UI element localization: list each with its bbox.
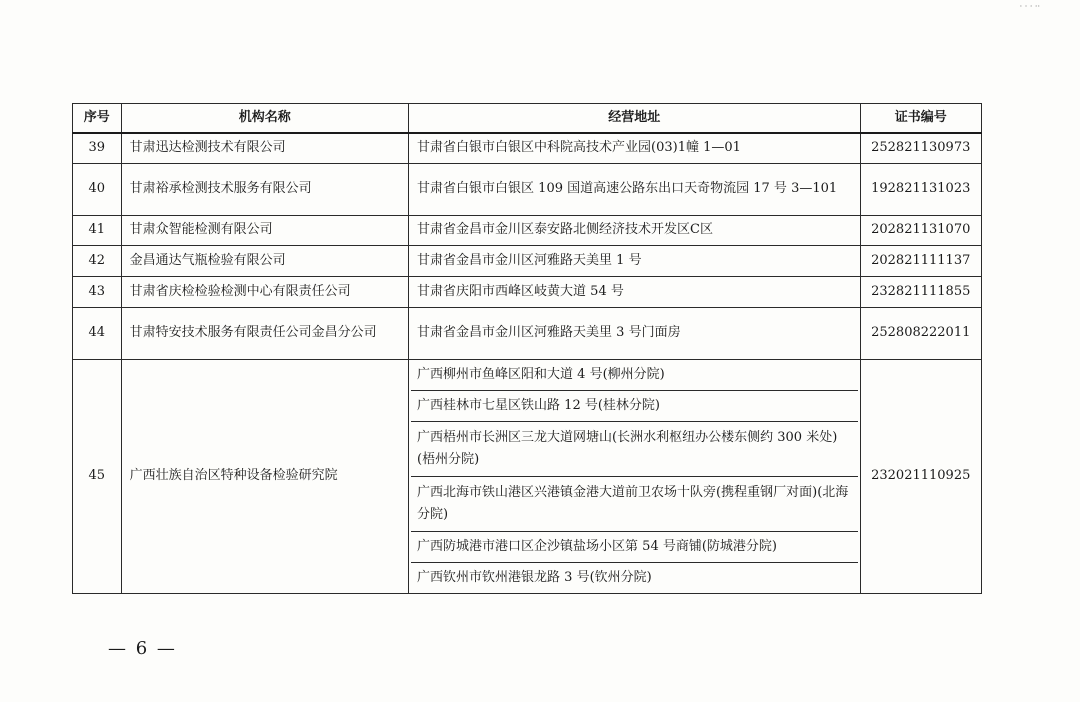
row-name: 甘肃裕承检测技术服务有限公司 bbox=[121, 163, 408, 215]
table-row bbox=[73, 133, 982, 163]
row-cert: 232821111855 bbox=[860, 276, 982, 307]
row-address: 甘肃省金昌市金川区河雅路天美里 1 号 bbox=[409, 245, 860, 276]
page-number: — 6 — bbox=[108, 638, 177, 659]
row-seq: 42 bbox=[73, 245, 122, 276]
row-cert: 252821130973 bbox=[860, 133, 982, 163]
row-seq: 45 bbox=[73, 359, 122, 593]
row-cert: 202821131070 bbox=[860, 215, 982, 245]
row-name: 广西壮族自治区特种设备检验研究院 bbox=[121, 359, 408, 593]
branch-address: 广西桂林市七星区铁山路 12 号(桂林分院) bbox=[411, 391, 857, 422]
row-name: 甘肃省庆检检验检测中心有限责任公司 bbox=[121, 276, 408, 307]
header-name: 机构名称 bbox=[121, 104, 408, 134]
row-address: 甘肃省金昌市金川区泰安路北侧经济技术开发区C区 bbox=[409, 215, 860, 245]
row-cert: 252808222011 bbox=[860, 307, 982, 359]
branch-address: 广西北海市铁山港区兴港镇金港大道前卫农场十队旁(携程重钢厂对面)(北海分院) bbox=[411, 477, 857, 532]
row-name: 甘肃特安技术服务有限责任公司金昌分公司 bbox=[121, 307, 408, 359]
table-row bbox=[73, 245, 982, 276]
table-row-multi-address bbox=[73, 359, 982, 593]
row-name: 甘肃众智能检测有限公司 bbox=[121, 215, 408, 245]
row-address-list bbox=[409, 359, 860, 593]
row-address: 甘肃省白银市白银区 109 国道高速公路东出口天奇物流园 17 号 3—101 bbox=[409, 163, 860, 215]
row-address: 甘肃省金昌市金川区河雅路天美里 3 号门面房 bbox=[409, 307, 860, 359]
row-cert: 202821111137 bbox=[860, 245, 982, 276]
row-cert: 192821131023 bbox=[860, 163, 982, 215]
table-header-row bbox=[73, 104, 982, 134]
row-seq: 40 bbox=[73, 163, 122, 215]
row-address: 甘肃省白银市白银区中科院高技术产业园(03)1幢 1—01 bbox=[409, 133, 860, 163]
table-row bbox=[73, 276, 982, 307]
branch-address: 广西防城港市港口区企沙镇盐场小区第 54 号商铺(防城港分院) bbox=[411, 532, 857, 563]
scan-artifact: · · · ·· bbox=[1019, 2, 1040, 11]
row-seq: 41 bbox=[73, 215, 122, 245]
branch-address: 广西钦州市钦州港银龙路 3 号(钦州分院) bbox=[417, 569, 652, 585]
institution-table bbox=[72, 103, 982, 594]
row-seq: 44 bbox=[73, 307, 122, 359]
header-seq: 序号 bbox=[73, 104, 122, 134]
table-row bbox=[73, 163, 982, 215]
header-address: 经营地址 bbox=[409, 104, 860, 134]
row-seq: 43 bbox=[73, 276, 122, 307]
row-address: 甘肃省庆阳市西峰区岐黄大道 54 号 bbox=[409, 276, 860, 307]
row-name: 金昌通达气瓶检验有限公司 bbox=[121, 245, 408, 276]
row-seq: 39 bbox=[73, 133, 122, 163]
table-row bbox=[73, 307, 982, 359]
row-cert: 232021110925 bbox=[860, 359, 982, 593]
branch-address: 广西梧州市长洲区三龙大道网塘山(长洲水利枢纽办公楼东侧约 300 米处)(梧州分院) bbox=[411, 422, 857, 477]
branch-address: 广西柳州市鱼峰区阳和大道 4 号(柳州分院) bbox=[411, 360, 857, 391]
table-row bbox=[73, 215, 982, 245]
header-cert: 证书编号 bbox=[860, 104, 982, 134]
row-name: 甘肃迅达检测技术有限公司 bbox=[121, 133, 408, 163]
